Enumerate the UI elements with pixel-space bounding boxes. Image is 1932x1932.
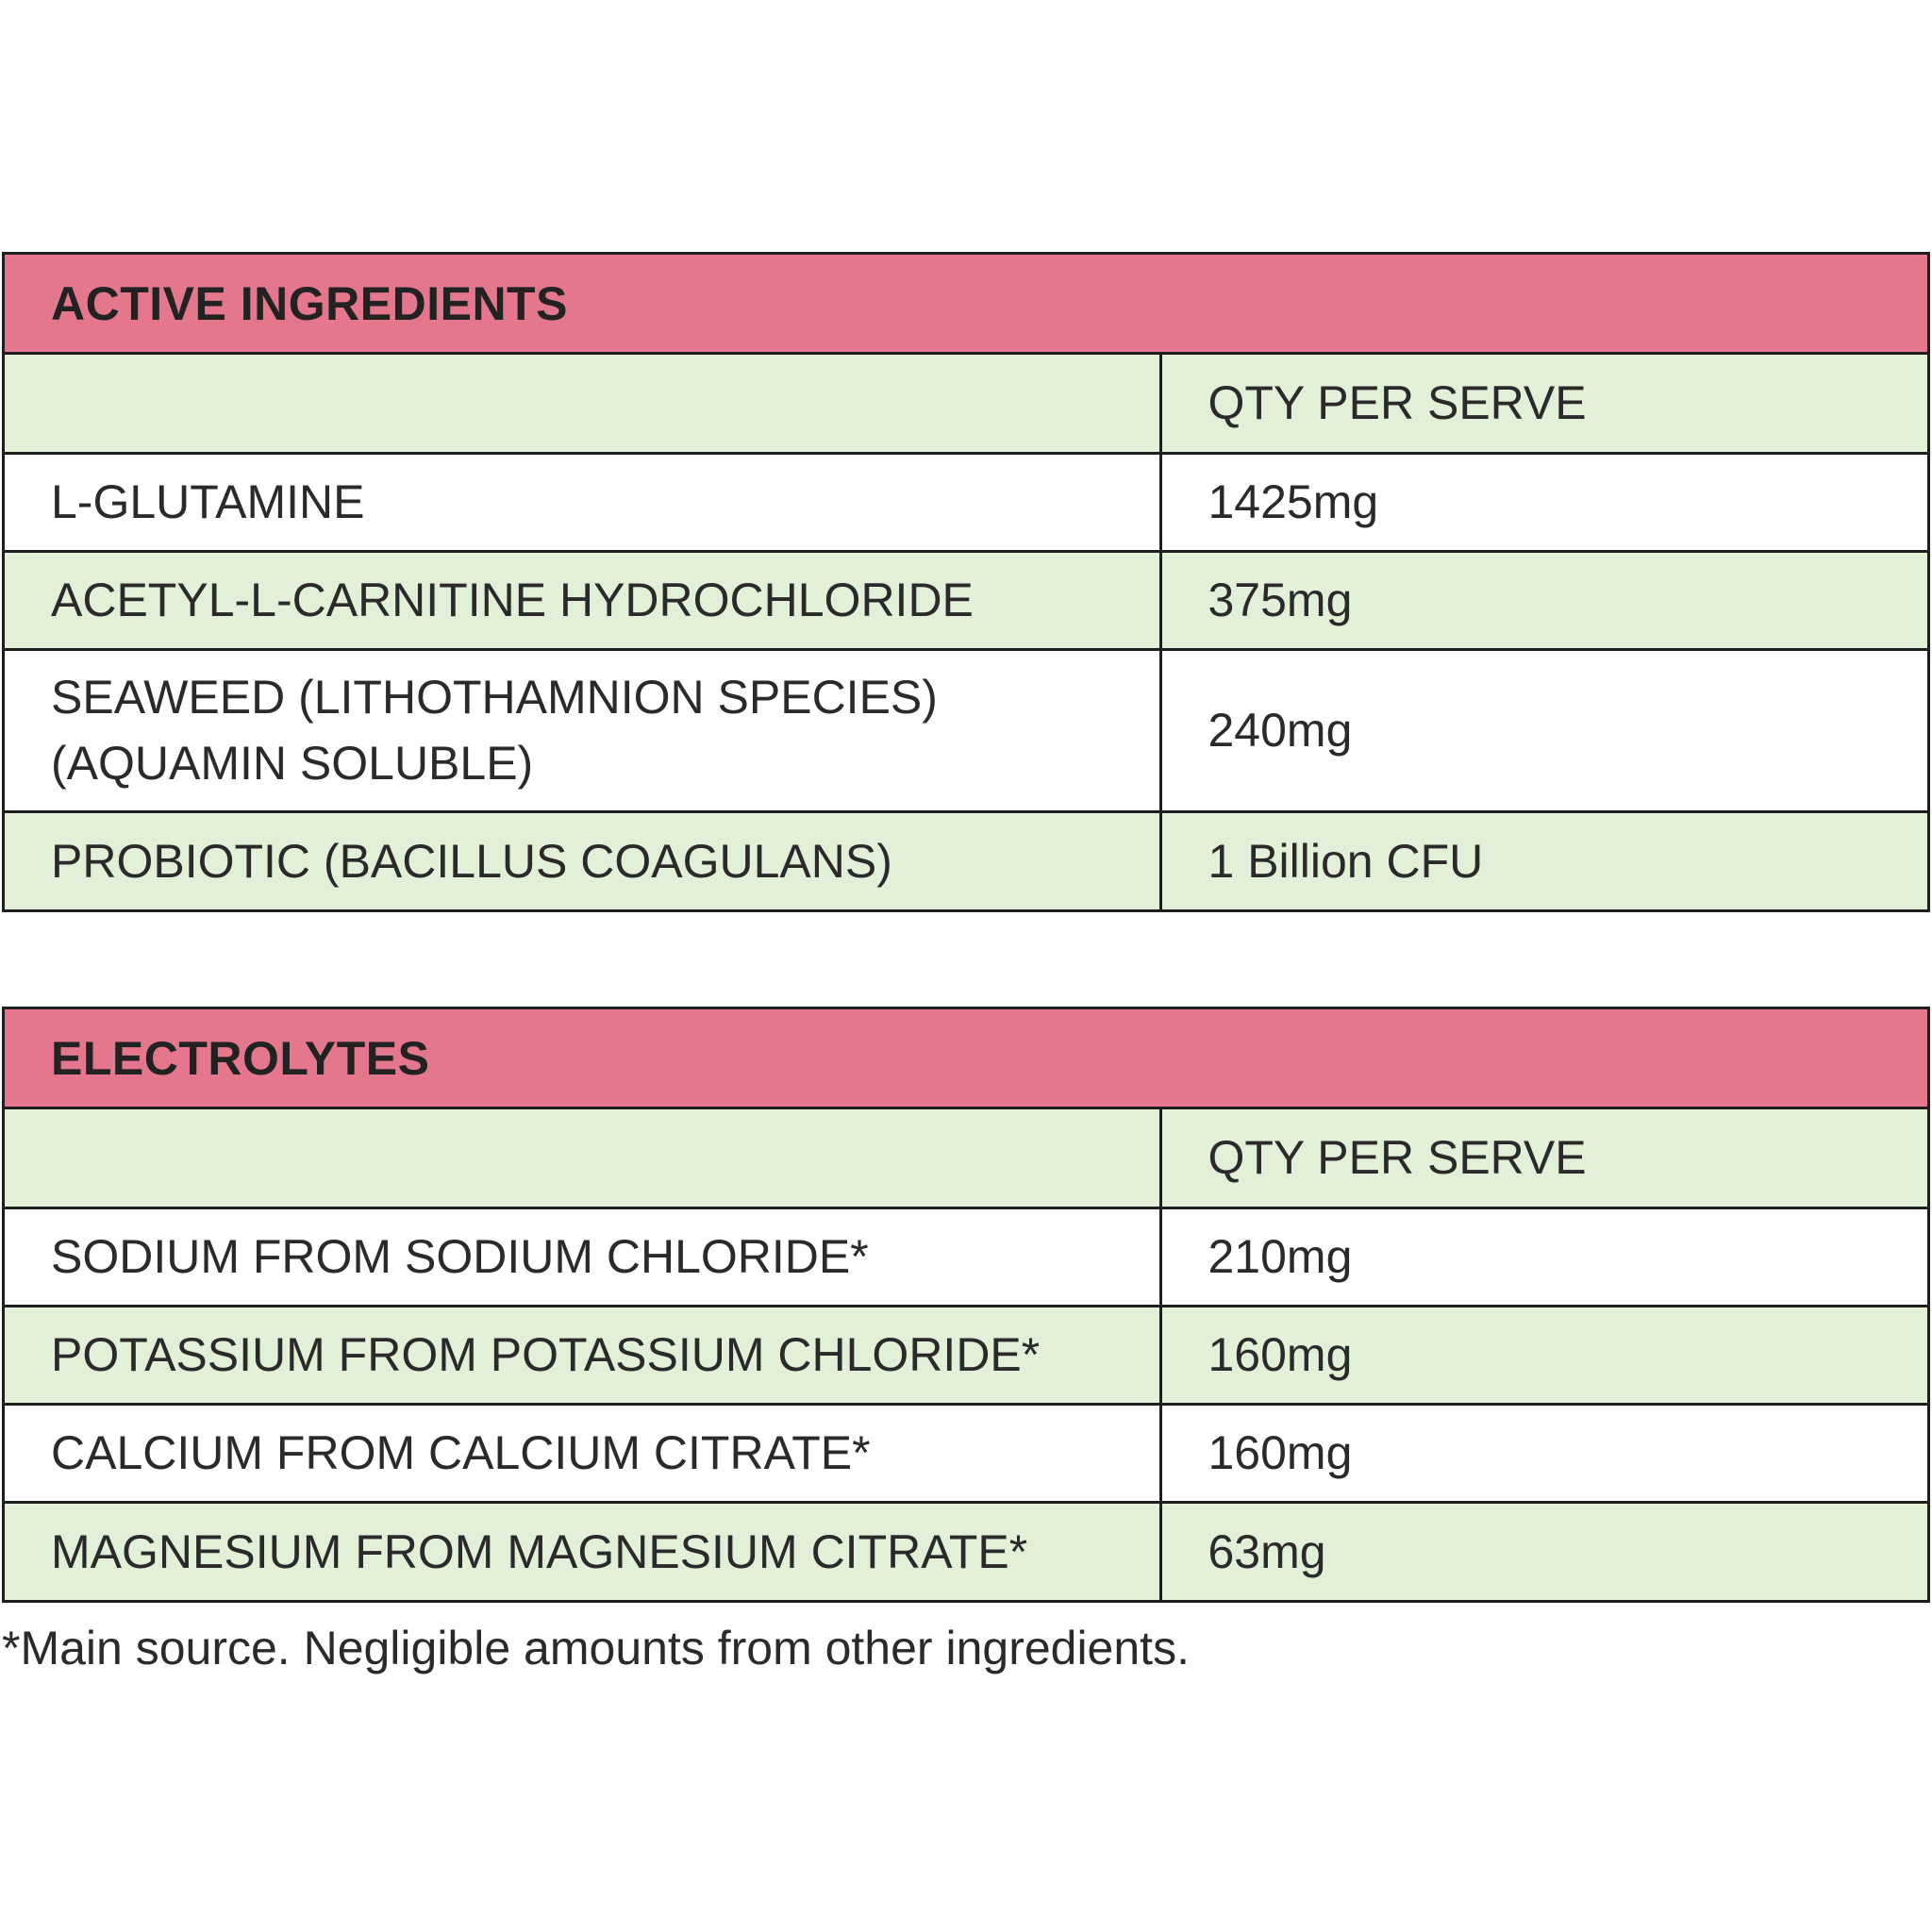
- ingredient-qty: 1 Billion CFU: [1160, 811, 1927, 909]
- table-row: [5, 1306, 1927, 1404]
- column-header-row: [5, 355, 1927, 453]
- footnote: *Main source. Negligible amounts from other ingredients.: [2, 1622, 1190, 1674]
- electrolyte-name: MAGNESIUM FROM MAGNESIUM CITRATE*: [5, 1502, 1160, 1600]
- column-header-name: [5, 355, 1160, 453]
- electrolytes-table: [2, 1007, 1930, 1603]
- ingredient-name: L-GLUTAMINE: [5, 453, 1160, 551]
- ingredient-name-line-1: SEAWEED (LITHOTHAMNION SPECIES): [51, 671, 938, 724]
- electrolyte-qty: 63mg: [1160, 1502, 1927, 1600]
- table-row: [5, 811, 1927, 909]
- table-row: [5, 1208, 1927, 1306]
- table-row: [5, 1404, 1927, 1502]
- column-header-qty: QTY PER SERVE: [1160, 1109, 1927, 1208]
- ingredient-qty: 375mg: [1160, 551, 1927, 649]
- table-row: [5, 551, 1927, 649]
- table-row: [5, 649, 1927, 811]
- column-header-name: [5, 1109, 1160, 1208]
- ingredient-name: ACETYL-L-CARNITINE HYDROCHLORIDE: [5, 551, 1160, 649]
- active-ingredients-table: [2, 252, 1930, 912]
- column-header-qty: QTY PER SERVE: [1160, 355, 1927, 453]
- electrolytes-title: ELECTROLYTES: [5, 1009, 1927, 1109]
- electrolyte-name: CALCIUM FROM CALCIUM CITRATE*: [5, 1404, 1160, 1502]
- electrolyte-name: POTASSIUM FROM POTASSIUM CHLORIDE*: [5, 1306, 1160, 1404]
- ingredient-qty: 1425mg: [1160, 453, 1927, 551]
- ingredient-name-line-2: (AQUAMIN SOLUBLE): [51, 737, 534, 790]
- ingredient-name: PROBIOTIC (BACILLUS COAGULANS): [5, 811, 1160, 909]
- active-ingredients-title: ACTIVE INGREDIENTS: [5, 255, 1927, 355]
- electrolyte-qty: 210mg: [1160, 1208, 1927, 1306]
- ingredient-name: [5, 649, 1160, 811]
- electrolyte-qty: 160mg: [1160, 1404, 1927, 1502]
- electrolytes-grid: [5, 1109, 1927, 1600]
- electrolyte-name: SODIUM FROM SODIUM CHLORIDE*: [5, 1208, 1160, 1306]
- electrolyte-qty: 160mg: [1160, 1306, 1927, 1404]
- table-row: [5, 1502, 1927, 1600]
- ingredient-qty: 240mg: [1160, 649, 1927, 811]
- table-row: [5, 453, 1927, 551]
- column-header-row: [5, 1109, 1927, 1208]
- active-ingredients-grid: [5, 355, 1927, 909]
